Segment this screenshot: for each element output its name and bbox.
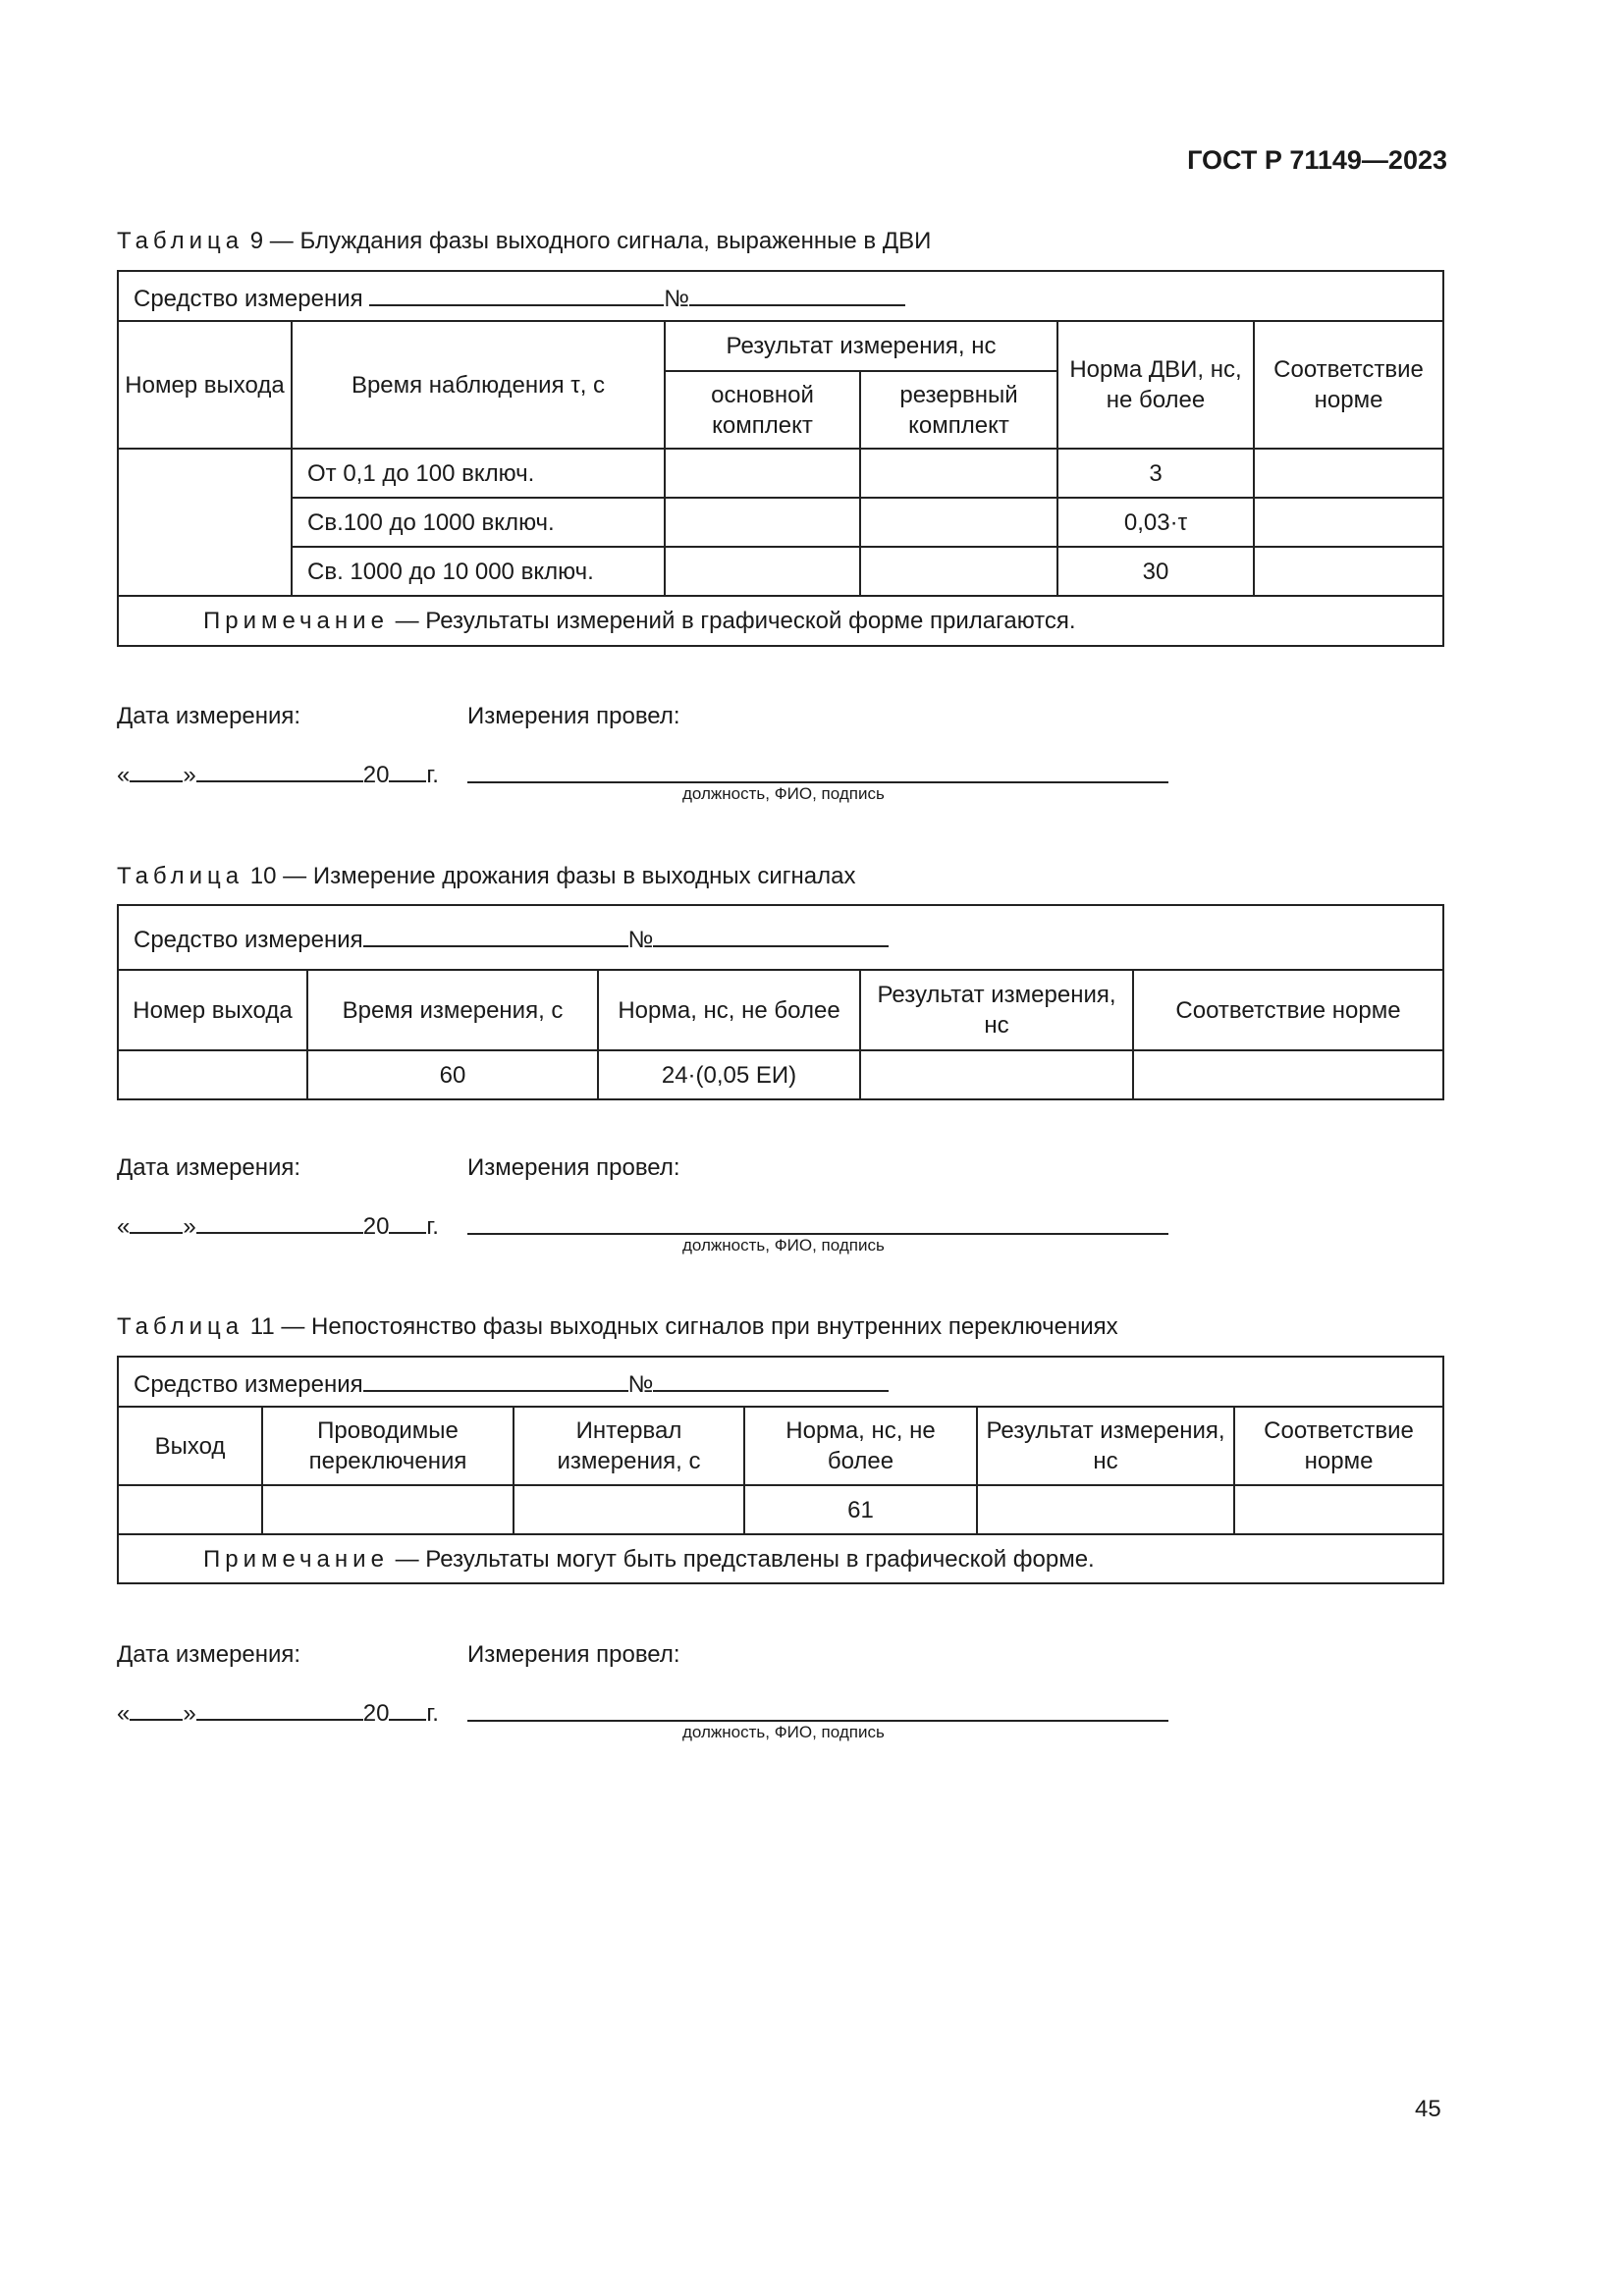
year-blank (389, 1693, 426, 1721)
table9-norm-cell: 30 (1057, 547, 1254, 596)
performed-label: Измерения провел: (467, 1641, 680, 1668)
year-blank (389, 1206, 426, 1234)
day-blank (130, 755, 183, 782)
table10-header-output-number: Номер выхода (118, 970, 307, 1050)
table9-note-text: — Результаты измерений в графической форме прилагаются. (388, 608, 1076, 634)
table10-result-cell (860, 1050, 1133, 1099)
table9-norm-cell: 0,03·τ (1057, 498, 1254, 547)
performed-label: Измерения провел: (467, 703, 680, 729)
signature-line (467, 1694, 1168, 1722)
table10-output-number-cell (118, 1050, 307, 1099)
date-line (117, 755, 439, 789)
table9-note (118, 596, 1443, 646)
signature-line (467, 756, 1168, 783)
performed-label: Измерения провел: (467, 1154, 680, 1181)
signature-caption: должность, ФИО, подпись (682, 1236, 885, 1255)
table11-number-blank (653, 1364, 889, 1392)
table9-number-sign: № (664, 285, 690, 312)
table10-norm-cell: 24·(0,05 ЕИ) (598, 1050, 860, 1099)
table9-norm-cell: 3 (1057, 449, 1254, 498)
table9-reserve-result-cell (860, 547, 1057, 596)
table9-compliance-cell (1254, 449, 1443, 498)
table11-note-word: Примечание (203, 1545, 389, 1573)
table11-interval-cell (514, 1485, 744, 1534)
quote-close: » (183, 1700, 196, 1727)
page-number: 45 (1415, 2096, 1441, 2122)
table10-header-compliance: Соответствие норме (1133, 970, 1443, 1050)
quote-close: » (183, 1213, 196, 1240)
table11-instrument-blank (363, 1364, 628, 1392)
year-prefix: 20 (362, 1213, 390, 1240)
table11-header-output: Выход (118, 1407, 262, 1485)
table9-main-result-cell (665, 547, 860, 596)
table9-instrument-blank (369, 279, 664, 306)
table11-note (118, 1534, 1443, 1583)
table9-time-cell: Св. 1000 до 10 000 включ. (292, 547, 665, 596)
table9-compliance-cell (1254, 498, 1443, 547)
table11-header-interval: Интервал измерения, с (514, 1407, 744, 1485)
table10-caption-text: 10 — Измерение дрожания фазы в выходных сигналах (249, 863, 856, 889)
table9-output-number-cell (118, 449, 292, 596)
signature-caption: должность, ФИО, подпись (682, 1723, 885, 1741)
table11-result-cell (977, 1485, 1234, 1534)
table10-instrument-row (118, 905, 1443, 970)
table9-note-word: Примечание (203, 608, 389, 634)
table11-norm-cell: 61 (744, 1485, 977, 1534)
table10-header-norm: Норма, нс, не более (598, 970, 860, 1050)
table9-reserve-result-cell (860, 498, 1057, 547)
table11-caption-word: Таблица (117, 1313, 244, 1340)
table9-header-norm: Норма ДВИ, нс, не более (1057, 321, 1254, 449)
table11-note-text: — Результаты могут быть представлены в графической форме. (388, 1545, 1095, 1573)
year-prefix: 20 (362, 1700, 390, 1727)
table10 (117, 904, 1444, 1100)
table-row (118, 547, 1443, 596)
date-label: Дата измерения: (117, 1154, 301, 1181)
table10-header-measurement-time: Время измерения, с (307, 970, 598, 1050)
table11-instrument-label: Средство измерения (134, 1370, 363, 1398)
table9-caption (117, 228, 931, 255)
table9-number-blank (689, 279, 905, 306)
table9-time-cell: От 0,1 до 100 включ. (292, 449, 665, 498)
table9-main-result-cell (665, 498, 860, 547)
table9-compliance-cell (1254, 547, 1443, 596)
date-label: Дата измерения: (117, 703, 301, 729)
month-blank (196, 1206, 363, 1234)
table-row (118, 1485, 1443, 1534)
table9 (117, 270, 1444, 647)
date-label: Дата измерения: (117, 1641, 301, 1668)
table10-caption (117, 863, 855, 890)
table11 (117, 1356, 1444, 1584)
quote-open: « (117, 1213, 131, 1240)
table11-header-switchings: Проводимые переключения (262, 1407, 514, 1485)
table9-header-result: Результат измерения, нс (665, 321, 1057, 371)
table9-reserve-result-cell (860, 449, 1057, 498)
table11-switchings-cell (262, 1485, 514, 1534)
document-code: ГОСТ Р 71149—2023 (1187, 145, 1447, 175)
table10-instrument-blank (363, 920, 628, 947)
year-suffix: г. (426, 1700, 439, 1727)
table-row (118, 449, 1443, 498)
table9-caption-text: 9 — Блуждания фазы выходного сигнала, выраженные в ДВИ (249, 228, 932, 254)
table11-output-cell (118, 1485, 262, 1534)
date-line (117, 1693, 439, 1728)
table9-instrument-row (118, 271, 1443, 321)
month-blank (196, 1693, 363, 1721)
table9-header-reserve-set: резервный комплект (860, 371, 1057, 449)
table9-header-observation-time: Время наблюдения τ, с (292, 321, 665, 449)
day-blank (130, 1693, 183, 1721)
table9-header-main-set: основной комплект (665, 371, 860, 449)
table-row (118, 498, 1443, 547)
table10-compliance-cell (1133, 1050, 1443, 1099)
table9-instrument-label: Средство измерения (134, 285, 363, 312)
quote-open: « (117, 762, 131, 788)
signature-caption: должность, ФИО, подпись (682, 784, 885, 803)
year-suffix: г. (426, 1213, 439, 1240)
table9-header-compliance: Соответствие норме (1254, 321, 1443, 449)
date-line (117, 1206, 439, 1241)
day-blank (130, 1206, 183, 1234)
quote-close: » (183, 762, 196, 788)
table11-number-sign: № (627, 1370, 654, 1398)
year-prefix: 20 (362, 762, 390, 788)
table11-caption-text: 11 — Непостоянство фазы выходных сигналов при внутренних переключениях (249, 1313, 1118, 1340)
table11-header-norm: Норма, нс, не более (744, 1407, 977, 1485)
table11-instrument-row (118, 1357, 1443, 1407)
table10-header-result: Результат измерения, нс (860, 970, 1133, 1050)
table10-number-blank (653, 920, 889, 947)
table9-caption-word: Таблица (117, 228, 244, 254)
table10-instrument-label: Средство измерения (134, 927, 363, 953)
table11-header-result: Результат измерения, нс (977, 1407, 1234, 1485)
year-suffix: г. (426, 762, 439, 788)
year-blank (389, 755, 426, 782)
table9-header-output-number: Номер выхода (118, 321, 292, 449)
month-blank (196, 755, 363, 782)
table11-caption (117, 1313, 1118, 1341)
table10-number-sign: № (627, 927, 654, 953)
table10-caption-word: Таблица (117, 863, 244, 889)
signature-line (467, 1207, 1168, 1235)
table11-header-compliance: Соответствие норме (1234, 1407, 1443, 1485)
table10-time-cell: 60 (307, 1050, 598, 1099)
table11-compliance-cell (1234, 1485, 1443, 1534)
table9-time-cell: Св.100 до 1000 включ. (292, 498, 665, 547)
quote-open: « (117, 1700, 131, 1727)
table-row (118, 1050, 1443, 1099)
table9-main-result-cell (665, 449, 860, 498)
